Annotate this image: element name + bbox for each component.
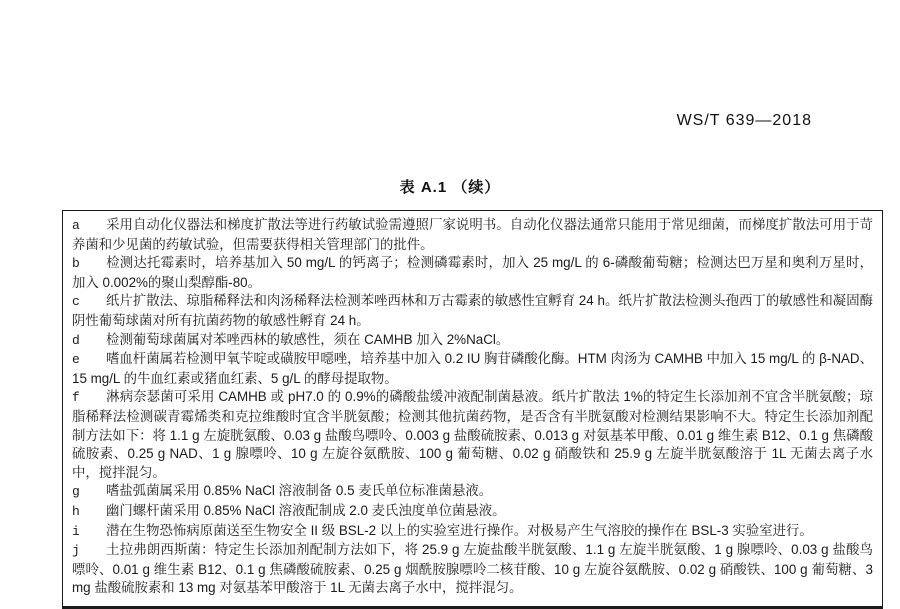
footnote-key: h: [72, 503, 80, 519]
footnote-text: 嗜盐弧菌属采用 0.85% NaCl 溶液制备 0.5 麦氏单位标准菌悬液。: [106, 483, 493, 499]
footnote-key: c: [72, 294, 80, 310]
footnote-text: 土拉弗朗西斯菌：特定生长添加剂配制方法如下，将 25.9 g 左旋盐酸半胱氨酸、1.1 g 左旋半胱氨酸、1 g 腺嘌呤、0.03 g 盐酸鸟嘌呤、0.01 g 维生素 B12、0.1 g 焦磷酸硫胺素、0.25 g 烟酰胺腺嘌呤二核苷酸、10 g 左旋谷氨酰胺、0.02 g 硝酸铁、100 g 葡萄糖、3 mg 盐酸硫胺素和 13 mg 对氨基苯甲酸溶于 1L 无菌去离子水中，搅拌混匀。: [72, 542, 873, 596]
footnote-key: i: [72, 523, 80, 539]
footnote-text: 纸片扩散法、琼脂稀释法和肉汤稀释法检测苯唑西林和万古霉素的敏感性宜孵育 24 h。纸片扩散法检测头孢西丁的敏感性和凝固酶阴性葡萄球菌对所有抗菌药物的敏感性孵育 24 h。: [72, 293, 873, 328]
footnote-c: [72, 292, 873, 330]
footnote-key: b: [72, 256, 80, 272]
footnote-d: [72, 331, 873, 351]
footnote-key: f: [72, 390, 80, 406]
footnote-key: a: [72, 218, 80, 233]
standard-number: WS/T 639—2018: [676, 112, 812, 129]
footnote-key: e: [72, 352, 80, 368]
footnote-i: [72, 522, 873, 542]
footnote-a: [72, 216, 873, 254]
footnote-text: 潜在生物恐怖病原菌送至生物安全 II 级 BSL-2 以上的实验室进行操作。对极易产生气溶胶的操作在 BSL-3 实验室进行。: [106, 522, 813, 538]
table-footnotes-box: [62, 210, 883, 609]
footnote-text: 幽门螺杆菌采用 0.85% NaCl 溶液配制成 2.0 麦氏浊度单位菌悬液。: [106, 502, 506, 518]
footnote-h: [72, 502, 873, 522]
footnote-key: d: [72, 332, 80, 348]
footnote-e: [72, 350, 873, 388]
footnote-b: [72, 254, 873, 292]
footnote-j: [72, 541, 873, 598]
footnote-text: 检测葡萄球菌属对苯唑西林的敏感性，须在 CAMHB 加入 2%NaCl。: [106, 331, 510, 347]
footnote-g: [72, 482, 873, 502]
footnote-f: [72, 388, 873, 482]
footnote-text: 检测达托霉素时，培养基加入 50 mg/L 的钙离子；检测磷霉素时，加入 25 mg/L 的 6-磷酸葡萄糖；检测达巴万星和奥利万星时，加入 0.002%的聚山梨醇酯-80。: [72, 255, 873, 290]
footnote-text: 采用自动化仪器法和梯度扩散法等进行药敏试验需遵照厂家说明书。自动化仪器法通常只能用于常见细菌，而梯度扩散法可用于苛养菌和少见菌的药敏试验，但需要获得相关管理部门的批件。: [72, 217, 873, 252]
footnote-text: 淋病奈瑟菌可采用 CAMHB 或 pH7.0 的 0.9%的磷酸盐缓冲液配制菌悬液。纸片扩散法 1%的特定生长添加剂不宜含半胱氨酸；琼脂稀释法检测碳青霉烯类和克拉维酸时宜含半胱氨酸；检测其他抗菌药物，是否含有半胱氨酸对检测结果影响不大。特定生长添加剂配制方法如下：将 1.1 g 左旋胱氨酸、0.03 g 盐酸鸟嘌呤、0.003 g 盐酸硫胺素、0.013 g 对氨基苯甲酸、0.01 g 维生素 B12、0.1 g 焦磷酸硫胺素、0.25 g NAD、1 g 腺嘌呤、10 g 左旋谷氨酰胺、100 g 葡萄糖、0.02 g 硝酸铁和 25.9 g 左旋半胱氨酸溶于 1L 无菌去离子水中，搅拌混匀。: [72, 389, 873, 480]
footnote-key: g: [72, 484, 80, 500]
table-title: 表 A.1 （续）: [399, 179, 501, 196]
footnote-text: 嗜血杆菌属若检测甲氧苄啶或磺胺甲噁唑，培养基中加入 0.2 IU 胸苷磷酸化酶。HTM 肉汤为 CAMHB 中加入 15 mg/L 的 β-NAD、15 mg/L 的牛血红素或猪血红素、5 g/L 的酵母提取物。: [72, 351, 873, 386]
footnote-key: j: [72, 543, 80, 559]
